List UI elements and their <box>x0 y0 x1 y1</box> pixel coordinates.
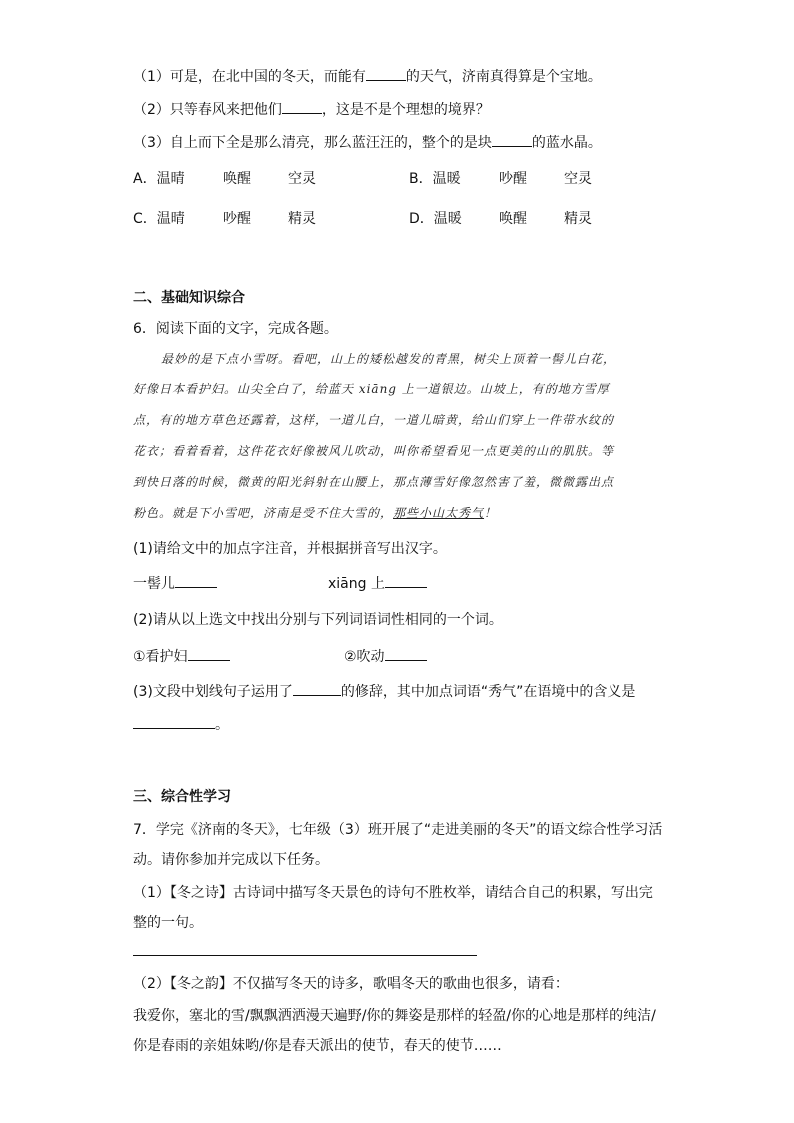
option-a-word-1: A．温晴 <box>133 171 185 187</box>
q7-stem-line-2: 动。请你参加并完成以下任务。 <box>133 852 329 868</box>
q7-task-1-line-1: （1）【冬之诗】古诗词中描写冬天景色的诗句不胜枚举，请结合自己的积累，写出完 <box>133 885 653 901</box>
part-3-end: 。 <box>215 717 229 733</box>
option-d-word-3: 精灵 <box>564 211 592 227</box>
part-3-text-b: 的修辞，其中加点词语“秀气”在语境中的含义是 <box>340 684 636 700</box>
q5-s1-text-a: （1）可是，在北中国的冬天，而能有 <box>133 69 366 85</box>
q5-s1-blank[interactable] <box>366 66 406 81</box>
option-d-word-1: D．温暖 <box>409 211 462 227</box>
passage-line-2: 好像日本看护妇。山尖全白了，给蓝天 xiāng 上一道银边。山坡上，有的地方雪厚 <box>133 382 610 396</box>
passage-line-6-end: ！ <box>484 506 498 520</box>
passage-line-1: 最妙的是下点小雪呀。看吧，山上的矮松越发的青黑，树尖上顶着一髻儿白花， <box>161 352 617 366</box>
item-1-label: ①看护妇 <box>133 649 188 665</box>
q6-part-2-item-1 <box>133 646 230 666</box>
q5-sentence-1 <box>133 66 602 86</box>
item-a-blank[interactable] <box>175 573 217 588</box>
underlined-sentence: 那些小山太秀气 <box>393 506 485 520</box>
q5-sentence-2 <box>133 99 490 119</box>
q5-s2-text-b: ，这是不是个理想的境界？ <box>321 102 490 118</box>
q5-s2-blank[interactable] <box>282 99 322 114</box>
q5-s2-text-a: （2）只等春风来把他们 <box>133 102 282 118</box>
passage-line-3: 点，有的地方草色还露着，这样，一道儿白，一道儿暗黄，给山们穿上一件带水纹的 <box>133 413 615 427</box>
item-a-label: 一髻儿 <box>133 576 175 592</box>
option-c-word-3: 精灵 <box>288 211 316 227</box>
option-b-word-2: 吵醒 <box>499 171 527 187</box>
part-3-text-a: (3)文段中划线句子运用了 <box>133 684 293 700</box>
q6-stem: 6．阅读下面的文字，完成各题。 <box>133 321 338 337</box>
option-b-word-1: B．温暖 <box>409 171 461 187</box>
q6-part-2-item-2 <box>344 646 427 666</box>
passage-line-6 <box>133 504 497 521</box>
q5-sentence-3 <box>133 132 602 152</box>
song-line-2: 你是春雨的亲姐妹哟/你是春天派出的使节，春天的使节…… <box>133 1038 502 1054</box>
q7-task-1-line-2: 整的一句。 <box>133 915 203 931</box>
passage-line-6-text: 粉色。就是下小雪吧，济南是受不住大雪的， <box>133 506 394 520</box>
q7-task-2: （2）【冬之韵】不仅描写冬天的诗多，歌唱冬天的歌曲也很多，请看： <box>133 976 569 992</box>
item-2-label: ②吹动 <box>344 649 385 665</box>
item-2-blank[interactable] <box>385 646 427 661</box>
option-a-word-2: 唤醒 <box>223 171 251 187</box>
passage-line-5: 到快日落的时候，微黄的阳光斜射在山腰上，那点薄雪好像忽然害了羞，微微露出点 <box>133 475 615 489</box>
q6-part-1-item-b <box>328 573 427 593</box>
option-b-word-3: 空灵 <box>564 171 592 187</box>
q6-part-3-line-2 <box>133 714 229 734</box>
q6-part-2: (2)请从以上选文中找出分别与下列词语词性相同的一个词。 <box>133 612 503 628</box>
q5-s1-text-b: 的天气，济南真得算是个宝地。 <box>405 69 602 85</box>
part-3-blank-1[interactable] <box>293 681 341 696</box>
q5-s3-text-a: （3）自上而下全是那么清亮，那么蓝汪汪的，整个的是块 <box>133 135 492 151</box>
item-1-blank[interactable] <box>188 646 230 661</box>
section-3-title: 三、综合性学习 <box>133 789 231 805</box>
section-2-title: 二、基础知识综合 <box>133 290 245 306</box>
part-3-blank-2[interactable] <box>133 714 215 729</box>
q7-stem-line-1: 7．学完《济南的冬天》，七年级（3）班开展了“走进美丽的冬天”的语文综合性学习活 <box>133 822 663 838</box>
q5-s3-text-b: 的蓝水晶。 <box>531 135 602 151</box>
item-b-label: xiāng 上 <box>328 576 385 592</box>
item-b-blank[interactable] <box>385 573 427 588</box>
song-line-1: 我爱你，塞北的雪/飘飘洒洒漫天遍野/你的舞姿是那样的轻盈/你的心地是那样的纯洁/ <box>133 1008 656 1024</box>
q7-answer-line[interactable] <box>133 955 477 956</box>
option-d-word-2: 唤醒 <box>499 211 527 227</box>
option-c-word-2: 吵醒 <box>223 211 251 227</box>
option-c-word-1: C．温晴 <box>133 211 185 227</box>
q6-part-3 <box>133 681 635 701</box>
q6-part-1-item-a <box>133 573 217 593</box>
q5-s3-blank[interactable] <box>492 132 532 147</box>
passage-line-4: 花衣；看着看着，这件花衣好像被风儿吹动，叫你希望看见一点更美的山的肌肤。等 <box>133 444 615 458</box>
option-a-word-3: 空灵 <box>288 171 316 187</box>
q6-part-1: (1)请给文中的加点字注音，并根据拼音写出汉字。 <box>133 541 447 557</box>
